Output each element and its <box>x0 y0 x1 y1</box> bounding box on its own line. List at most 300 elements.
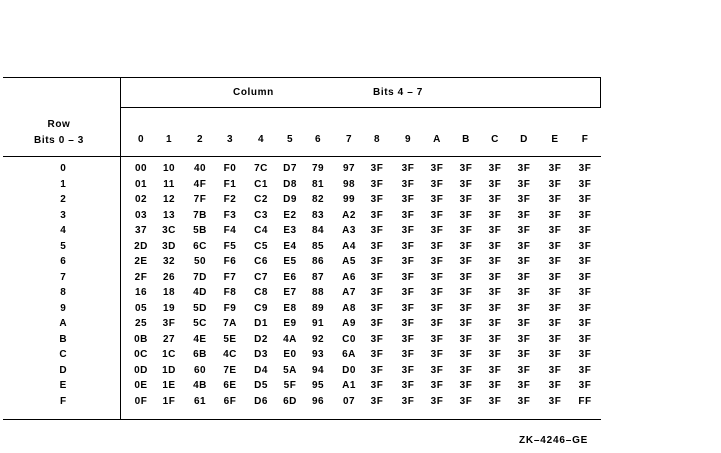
table-row <box>3 272 601 288</box>
table-cell: E0 <box>283 349 297 360</box>
table-cell: 3F <box>459 194 473 205</box>
table-cell: 3F <box>370 225 384 236</box>
table-cell: 3F <box>517 194 531 205</box>
table-cell: 3F <box>488 287 502 298</box>
header-body-divider <box>3 156 601 157</box>
table-cell: 3F <box>370 209 384 221</box>
table-cell: 1C <box>162 349 176 360</box>
table-cell: 3F <box>370 271 384 283</box>
table-cell: 3F <box>459 380 473 391</box>
table-cell: 3F <box>401 209 415 221</box>
table-cell: 3F <box>517 333 531 345</box>
table-cell: 01 <box>134 178 148 190</box>
table-cell: 3F <box>430 163 444 174</box>
table-row <box>3 318 601 334</box>
table-cell: 3F <box>459 364 473 376</box>
code-table <box>3 77 601 420</box>
table-cell: 3F <box>517 163 531 174</box>
table-cell: 0B <box>134 333 148 345</box>
column-header-divider <box>120 107 601 108</box>
column-header: 7 <box>345 134 353 145</box>
table-cell: 61 <box>193 395 207 407</box>
table-row <box>3 303 601 319</box>
row-label-cell: 5 <box>60 240 66 252</box>
table-cell: FF <box>578 395 592 407</box>
table-cell: 3F <box>370 318 384 329</box>
right-edge-tick <box>600 78 601 107</box>
table-cell: 3F <box>430 333 444 345</box>
row-label-cell: 1 <box>60 178 66 190</box>
table-cell: 19 <box>162 302 176 314</box>
table-cell: 3F <box>578 194 592 205</box>
table-cell: 7C <box>254 163 268 174</box>
table-cell: 6C <box>193 240 207 252</box>
row-label-cell: B <box>59 333 67 345</box>
table-cell: 3F <box>548 209 562 221</box>
table-cell: 3F <box>517 380 531 391</box>
table-cell: 95 <box>311 380 325 391</box>
table-cell: 3F <box>401 287 415 298</box>
table-cell: 3F <box>401 256 415 267</box>
table-cell: 3F <box>370 364 384 376</box>
column-header: 3 <box>226 134 234 145</box>
table-cell: 6D <box>283 395 297 407</box>
table-cell: 96 <box>311 395 325 407</box>
table-cell: A9 <box>342 318 356 329</box>
table-cell: 3F <box>430 349 444 360</box>
table-cell: 88 <box>311 287 325 298</box>
table-cell: 3F <box>488 364 502 376</box>
row-label-cell: 6 <box>60 256 66 267</box>
table-cell: 3F <box>517 271 531 283</box>
row-label: Row <box>47 119 71 130</box>
table-cell: 3F <box>517 256 531 267</box>
table-cell: 3F <box>488 256 502 267</box>
table-cell: 3F <box>517 209 531 221</box>
table-cell: D1 <box>254 318 268 329</box>
table-row <box>3 380 601 396</box>
table-cell: 3F <box>370 287 384 298</box>
table-cell: 3F <box>430 302 444 314</box>
table-cell: 3F <box>517 318 531 329</box>
table-cell: 3F <box>401 225 415 236</box>
table-cell: 3F <box>401 364 415 376</box>
table-cell: 98 <box>342 178 356 190</box>
table-cell: 3F <box>459 163 473 174</box>
table-cell: E4 <box>283 240 297 252</box>
table-cell: 93 <box>311 349 325 360</box>
table-cell: 3F <box>370 256 384 267</box>
table-cell: 3F <box>401 380 415 391</box>
table-cell: 0F <box>134 395 148 407</box>
table-row <box>3 287 601 303</box>
table-cell: 3F <box>401 163 415 174</box>
table-cell: E2 <box>283 209 297 221</box>
row-label-cell: 0 <box>60 163 66 174</box>
table-cell: 3F <box>401 240 415 252</box>
table-cell: 7D <box>193 271 207 283</box>
table-cell: 3F <box>578 178 592 190</box>
table-cell: 7A <box>223 318 237 329</box>
table-cell: C6 <box>254 256 268 267</box>
table-cell: 3F <box>430 240 444 252</box>
table-cell: 3F <box>548 287 562 298</box>
table-cell: 3F <box>459 318 473 329</box>
table-cell: E3 <box>283 225 297 236</box>
table-cell: 18 <box>162 287 176 298</box>
table-cell: 3F <box>578 256 592 267</box>
table-cell: 3F <box>488 271 502 283</box>
table-cell: 3F <box>517 225 531 236</box>
table-cell: 3F <box>548 349 562 360</box>
table-cell: 3F <box>488 194 502 205</box>
table-cell: 3F <box>430 318 444 329</box>
table-cell: 3F <box>370 395 384 407</box>
table-cell: D3 <box>254 349 268 360</box>
table-cell: 92 <box>311 333 325 345</box>
table-cell: 7F <box>193 194 207 205</box>
table-cell: 3F <box>548 395 562 407</box>
column-header: 8 <box>373 134 381 145</box>
row-label-cell: D <box>59 364 67 376</box>
table-cell: 3F <box>548 256 562 267</box>
table-cell: 3F <box>370 240 384 252</box>
table-cell: 3F <box>459 349 473 360</box>
table-cell: 3F <box>370 349 384 360</box>
table-row <box>3 256 601 272</box>
table-cell: 3F <box>430 287 444 298</box>
table-cell: 3F <box>401 349 415 360</box>
table-cell: 6E <box>223 380 237 391</box>
table-cell: 3F <box>459 333 473 345</box>
table-cell: 3F <box>430 178 444 190</box>
table-cell: 13 <box>162 209 176 221</box>
table-cell: C4 <box>254 225 268 236</box>
table-cell: F7 <box>223 271 237 283</box>
table-cell: 3F <box>401 271 415 283</box>
table-cell: 3C <box>162 225 176 236</box>
table-cell: 6F <box>223 395 237 407</box>
table-cell: F8 <box>223 287 237 298</box>
table-cell: 10 <box>162 163 176 174</box>
table-cell: E7 <box>283 287 297 298</box>
table-cell: 1D <box>162 364 176 376</box>
table-cell: 3F <box>548 225 562 236</box>
table-cell: D6 <box>254 395 268 407</box>
table-cell: C2 <box>254 194 268 205</box>
table-row <box>3 349 601 365</box>
bits-label: Bits 4 – 7 <box>373 87 423 98</box>
table-cell: 11 <box>163 178 175 190</box>
column-header: B <box>462 134 470 145</box>
table-row <box>3 194 601 210</box>
table-cell: 89 <box>311 302 325 314</box>
column-header: F <box>581 134 589 145</box>
table-cell: E6 <box>283 271 297 283</box>
table-cell: 3F <box>488 178 502 190</box>
table-cell: 3F <box>517 302 531 314</box>
table-cell: 3F <box>517 349 531 360</box>
table-cell: 3F <box>548 240 562 252</box>
table-cell: D2 <box>254 333 268 345</box>
table-cell: 84 <box>311 225 325 236</box>
table-cell: 3F <box>548 178 562 190</box>
row-label-cell: 4 <box>60 225 66 236</box>
column-header: A <box>433 134 441 145</box>
table-cell: 3F <box>548 380 562 391</box>
table-cell: 87 <box>311 271 325 283</box>
table-cell: 3F <box>162 318 176 329</box>
table-cell: 3F <box>548 194 562 205</box>
table-cell: 3F <box>517 178 531 190</box>
table-row <box>3 241 601 257</box>
table-cell: 5B <box>193 225 207 236</box>
table-cell: A1 <box>342 380 356 391</box>
table-cell: 81 <box>311 178 325 190</box>
table-cell: 3F <box>488 349 502 360</box>
table-cell: 3F <box>370 302 384 314</box>
table-cell: 3F <box>430 209 444 221</box>
table-cell: 3F <box>578 163 592 174</box>
table-cell: 5D <box>193 302 207 314</box>
table-cell: A3 <box>342 225 356 236</box>
table-cell: 3F <box>370 380 384 391</box>
table-cell: 3F <box>401 178 415 190</box>
table-cell: 3F <box>459 287 473 298</box>
table-cell: 3F <box>430 225 444 236</box>
table-cell: C3 <box>254 209 268 221</box>
table-cell: 3F <box>401 194 415 205</box>
table-cell: 3F <box>401 395 415 407</box>
table-cell: 4E <box>193 333 207 345</box>
table-cell: 3F <box>488 395 502 407</box>
table-cell: 3F <box>578 333 592 345</box>
table-cell: F0 <box>223 163 237 174</box>
table-cell: F5 <box>223 240 237 252</box>
table-cell: 3F <box>488 318 502 329</box>
table-cell: 4F <box>193 178 207 190</box>
table-cell: 7B <box>193 209 207 221</box>
column-header: 4 <box>257 134 265 145</box>
table-cell: 3F <box>430 380 444 391</box>
table-cell: 2F <box>134 271 148 283</box>
table-cell: 94 <box>311 364 325 376</box>
table-cell: 7E <box>223 364 237 376</box>
table-cell: D5 <box>254 380 268 391</box>
table-cell: 85 <box>311 240 325 252</box>
table-cell: 3F <box>517 395 531 407</box>
table-cell: 79 <box>311 163 325 174</box>
table-cell: 2D <box>134 240 148 252</box>
table-cell: 5F <box>283 380 297 391</box>
table-cell: 3F <box>370 333 384 345</box>
figure-id: ZK–4246–GE <box>519 435 589 446</box>
table-cell: D0 <box>342 364 356 376</box>
table-cell: E5 <box>283 256 297 267</box>
column-header: 0 <box>137 134 145 145</box>
table-cell: 05 <box>134 302 148 314</box>
table-cell: 3F <box>548 271 562 283</box>
column-header: 2 <box>196 134 204 145</box>
table-cell: A4 <box>342 240 356 252</box>
table-cell: D9 <box>283 194 297 205</box>
table-cell: 3F <box>517 287 531 298</box>
table-cell: 3F <box>578 302 592 314</box>
table-cell: 3F <box>488 209 502 221</box>
table-cell: 50 <box>193 256 207 267</box>
table-cell: 0C <box>134 349 148 360</box>
column-header: E <box>551 134 559 145</box>
table-cell: C8 <box>254 287 268 298</box>
table-cell: 3F <box>459 256 473 267</box>
column-header: 1 <box>165 134 173 145</box>
table-cell: 5A <box>283 364 297 376</box>
table-cell: 1E <box>162 380 176 391</box>
table-cell: A7 <box>342 287 356 298</box>
table-cell: 1F <box>162 395 176 407</box>
table-cell: 3F <box>401 333 415 345</box>
table-cell: F9 <box>223 302 237 314</box>
table-cell: 26 <box>162 271 176 283</box>
table-cell: 07 <box>342 395 356 407</box>
table-cell: 3F <box>488 225 502 236</box>
table-row <box>3 396 601 412</box>
table-cell: 83 <box>311 209 325 221</box>
table-cell: D7 <box>283 163 297 174</box>
table-cell: 3F <box>370 163 384 174</box>
column-header: 6 <box>314 134 322 145</box>
table-cell: C1 <box>254 178 268 190</box>
table-cell: D4 <box>254 364 268 376</box>
table-cell: 3F <box>370 194 384 205</box>
table-cell: F1 <box>223 178 237 190</box>
table-cell: F2 <box>223 194 237 205</box>
table-cell: 82 <box>311 194 325 205</box>
table-cell: 3F <box>578 364 592 376</box>
table-cell: 4A <box>283 333 297 345</box>
row-label-cell: 7 <box>60 271 66 283</box>
table-cell: 3F <box>370 178 384 190</box>
table-cell: 3F <box>548 302 562 314</box>
table-cell: 0D <box>134 364 148 376</box>
table-cell: E8 <box>283 302 297 314</box>
table-cell: 5C <box>193 318 207 329</box>
table-cell: 3F <box>430 364 444 376</box>
column-label: Column <box>233 87 274 98</box>
table-cell: 3F <box>430 395 444 407</box>
table-cell: 99 <box>342 194 356 205</box>
table-cell: 91 <box>311 318 325 329</box>
table-row <box>3 210 601 226</box>
table-cell: 86 <box>311 256 325 267</box>
table-cell: 40 <box>193 163 207 174</box>
table-cell: F3 <box>223 209 237 221</box>
table-cell: F6 <box>223 256 237 267</box>
table-cell: 3F <box>548 333 562 345</box>
table-cell: 3F <box>548 318 562 329</box>
column-header: 9 <box>404 134 412 145</box>
table-cell: 3F <box>459 271 473 283</box>
table-cell: 3F <box>548 364 562 376</box>
table-cell: 3F <box>488 333 502 345</box>
table-cell: 3F <box>488 380 502 391</box>
row-label-cell: A <box>59 318 67 329</box>
table-cell: 3F <box>578 349 592 360</box>
table-cell: 3F <box>517 240 531 252</box>
table-cell: F4 <box>223 225 237 236</box>
table-cell: 3F <box>578 287 592 298</box>
table-cell: 3F <box>401 302 415 314</box>
table-cell: C9 <box>254 302 268 314</box>
table-cell: E9 <box>283 318 297 329</box>
table-cell: 27 <box>162 333 176 345</box>
table-cell: C7 <box>254 271 268 283</box>
table-cell: A2 <box>342 209 356 221</box>
table-cell: 3F <box>488 163 502 174</box>
table-cell: 3F <box>459 225 473 236</box>
table-cell: 3F <box>459 209 473 221</box>
table-cell: 3F <box>430 271 444 283</box>
table-cell: 25 <box>134 318 148 329</box>
row-bits-label: Bits 0 – 3 <box>34 135 84 146</box>
table-row <box>3 365 601 381</box>
row-label-cell: E <box>59 380 67 391</box>
column-header: C <box>491 134 499 145</box>
table-cell: A5 <box>342 256 356 267</box>
table-cell: 60 <box>193 364 207 376</box>
table-cell: 3F <box>578 318 592 329</box>
table-cell: 32 <box>162 256 176 267</box>
table-row <box>3 225 601 241</box>
table-cell: D8 <box>283 178 297 190</box>
table-cell: 97 <box>342 163 356 174</box>
table-row <box>3 163 601 179</box>
table-cell: 0E <box>134 380 148 391</box>
table-cell: 6A <box>342 349 356 360</box>
table-cell: 3F <box>488 240 502 252</box>
table-cell: A8 <box>342 302 356 314</box>
table-cell: 3F <box>578 240 592 252</box>
table-cell: 3F <box>401 318 415 329</box>
table-cell: C5 <box>254 240 268 252</box>
table-cell: 3F <box>430 194 444 205</box>
table-cell: 00 <box>134 163 148 174</box>
row-label-cell: F <box>59 395 67 407</box>
row-label-cell: 2 <box>60 194 66 205</box>
table-cell: 03 <box>134 209 148 221</box>
table-cell: 3F <box>459 240 473 252</box>
table-cell: 4B <box>193 380 207 391</box>
row-label-cell: C <box>59 349 67 360</box>
row-label-cell: 8 <box>60 287 66 298</box>
table-cell: 3F <box>459 302 473 314</box>
table-cell: 3F <box>578 380 592 391</box>
table-cell: 2E <box>134 256 148 267</box>
row-label-cell: 9 <box>60 302 66 314</box>
table-cell: 3F <box>517 364 531 376</box>
column-header: D <box>520 134 528 145</box>
table-row <box>3 334 601 350</box>
table-cell: 02 <box>134 194 148 205</box>
table-cell: 3D <box>162 240 176 252</box>
table-cell: 3F <box>459 178 473 190</box>
table-cell: 16 <box>134 287 148 298</box>
table-cell: 3F <box>578 225 592 236</box>
table-cell: 37 <box>134 225 148 236</box>
table-cell: A6 <box>342 271 356 283</box>
table-cell: 6B <box>193 349 207 360</box>
table-cell: 3F <box>548 163 562 174</box>
